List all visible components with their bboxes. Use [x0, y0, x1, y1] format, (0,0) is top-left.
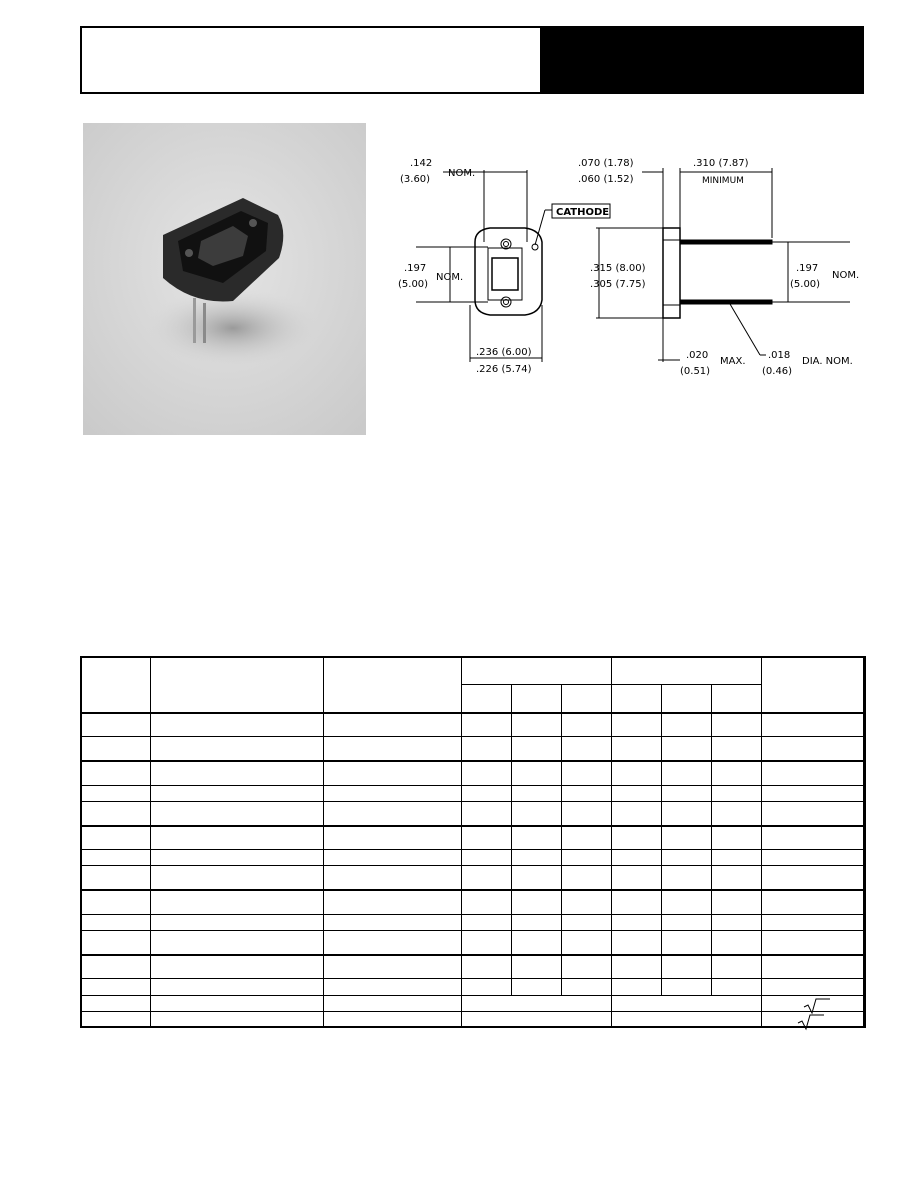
table-row: [81, 930, 866, 954]
table-row: [81, 890, 866, 914]
dim-d-mm: (5.00): [398, 279, 429, 290]
dim-h-max: MAX.: [720, 356, 746, 367]
dim-i-dia: DIA. NOM.: [802, 356, 853, 367]
sqrt-symbol-icon: [796, 1013, 826, 1031]
table-row: [81, 737, 866, 761]
table-row: [81, 866, 866, 890]
table-row: [81, 955, 866, 979]
header-dark-panel: [540, 26, 864, 94]
table-row: [81, 826, 866, 850]
dim-c-note: MINIMUM: [702, 176, 744, 186]
table-row: [81, 995, 866, 1011]
table-row: [81, 979, 866, 995]
spec-table: [80, 656, 865, 1028]
dim-e-in: .315 (8.00): [590, 263, 646, 274]
dim-i-mm: (0.46): [762, 366, 793, 377]
dim-h-in: .020: [686, 350, 709, 361]
dim-f-nom: NOM.: [832, 270, 860, 281]
dim-h-mm: (0.51): [680, 366, 711, 377]
product-photo: [83, 123, 366, 435]
dim-d-nom: NOM.: [436, 272, 464, 283]
dim-a-mm: (3.60): [400, 174, 431, 185]
table-row: [81, 914, 866, 930]
dim-b2-in: .060 (1.52): [578, 174, 634, 185]
table-row: [81, 713, 866, 737]
table-row: [81, 850, 866, 866]
table-row: [81, 801, 866, 825]
dim-b-in: .070 (1.78): [578, 158, 634, 169]
dimension-drawing: [380, 150, 880, 390]
table-row: [81, 761, 866, 785]
cathode-label: CATHODE: [556, 207, 610, 218]
dim-d-in: .197: [404, 263, 427, 274]
table-row: [81, 785, 866, 801]
dim-i-in: .018: [768, 350, 791, 361]
dim-f-mm: (5.00): [790, 279, 821, 290]
table-header-row: [81, 657, 866, 685]
dim-a-in: .142: [410, 158, 433, 169]
dim-g2-in: .226 (5.74): [476, 364, 532, 375]
table-row: [81, 1011, 866, 1027]
dim-e2-in: .305 (7.75): [590, 279, 646, 290]
dim-f-in: .197: [796, 263, 819, 274]
dim-a-nom: NOM.: [448, 168, 476, 179]
dim-g-in: .236 (6.00): [476, 347, 532, 358]
dim-c-in: .310 (7.87): [693, 158, 749, 169]
